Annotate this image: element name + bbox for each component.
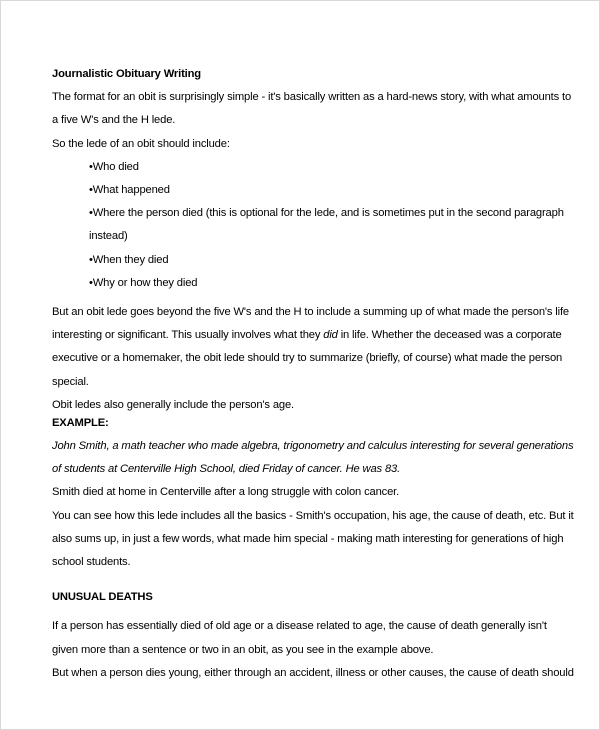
paragraph-line: So the lede of an obit should include: xyxy=(52,137,230,150)
paragraph-line: also sums up, in just a few words, what made him special - making math interesting for generations of high xyxy=(52,532,564,545)
paragraph-line xyxy=(52,324,562,347)
document-body xyxy=(52,63,574,685)
paragraph-text: interesting or significant. This usually involves what they xyxy=(52,329,324,342)
paragraph-line: given more than a sentence or two in an obit, as you see in the example above. xyxy=(52,643,434,656)
paragraph-line: You can see how this lede includes all the basics - Smith's occupation, his age, the cause of death, etc. But it xyxy=(52,509,574,522)
list-item: •Why or how they died xyxy=(89,276,198,289)
list-item-continuation: instead) xyxy=(89,230,128,243)
paragraph-line: Obit ledes also generally include the person's age. xyxy=(52,398,295,411)
example-heading: EXAMPLE: xyxy=(52,417,109,430)
list-item: •Who died xyxy=(89,160,139,173)
document-title: Journalistic Obituary Writing xyxy=(52,68,201,80)
list-item: •What happened xyxy=(89,184,170,197)
example-text: John Smith, a math teacher who made algebra, trigonometry and calculus interesting for several generations xyxy=(52,440,574,453)
paragraph-line: The format for an obit is surprisingly simple - it's basically written as a hard-news story, with what amounts to xyxy=(52,91,572,104)
paragraph-line: executive or a homemaker, the obit lede should try to summarize (briefly, of course) what made the person xyxy=(52,352,563,365)
paragraph-line: school students. xyxy=(52,556,131,569)
paragraph-line: But when a person dies young, either through an accident, illness or other causes, the cause of death should xyxy=(52,666,574,679)
example-text: of students at Centerville High School, died Friday of cancer. He was 83. xyxy=(52,463,401,476)
paragraph-line: If a person has essentially died of old age or a disease related to age, the cause of death generally isn't xyxy=(52,620,547,633)
paragraph-line: a five W's and the H lede. xyxy=(52,114,176,127)
list-item: •When they died xyxy=(89,253,169,266)
section-heading: UNUSUAL DEATHS xyxy=(52,591,153,604)
list-item: •Where the person died (this is optional for the lede, and is sometimes put in the second paragraph xyxy=(89,207,564,220)
paragraph-text: in life. Whether the deceased was a corporate xyxy=(337,329,562,342)
emphasis-text: did xyxy=(323,329,338,342)
paragraph-line: Smith died at home in Centerville after a long struggle with colon cancer. xyxy=(52,486,400,499)
paragraph-line: special. xyxy=(52,375,89,388)
paragraph-line: But an obit lede goes beyond the five W's and the H to include a summing up of what made the person's life xyxy=(52,306,569,319)
